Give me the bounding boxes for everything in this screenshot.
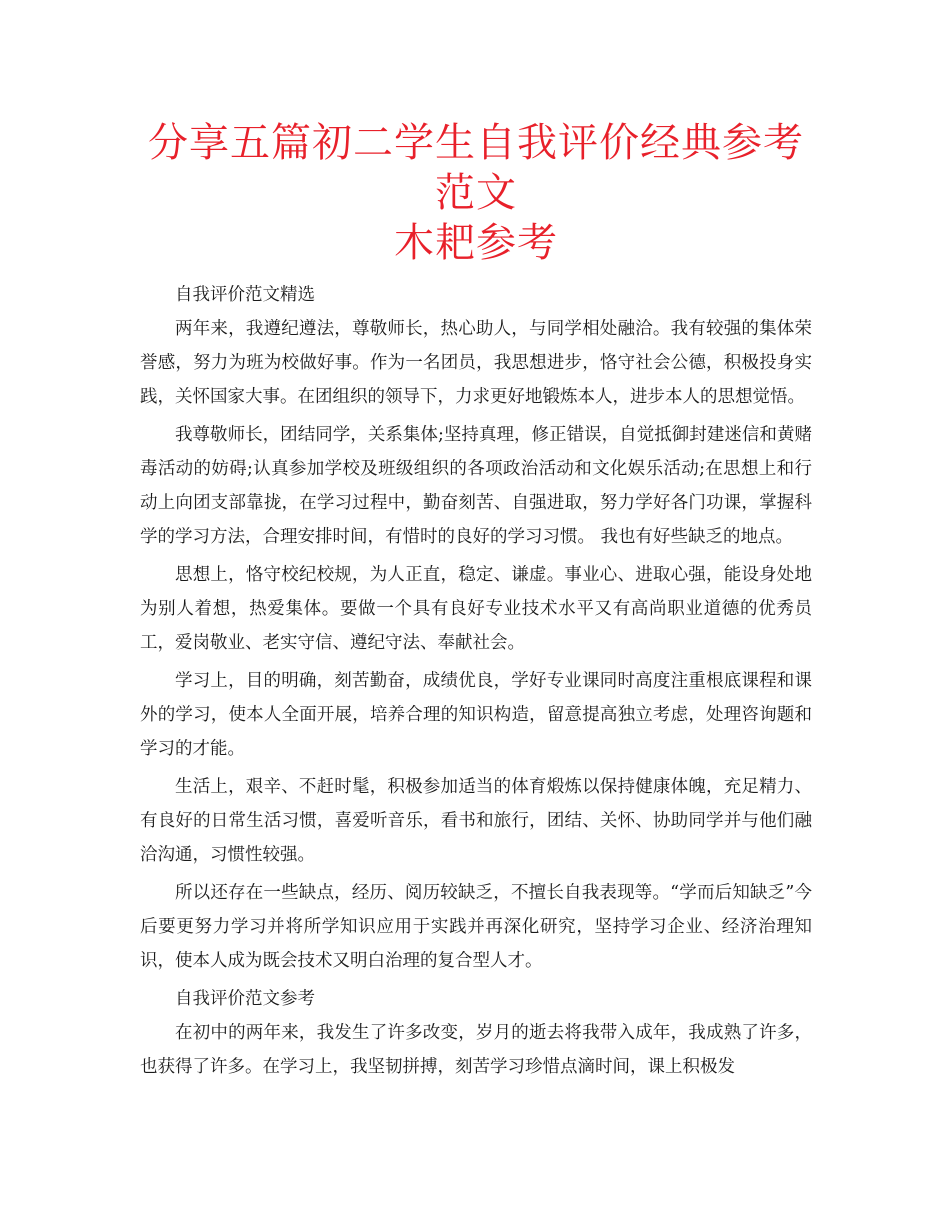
paragraph: 生活上，艰辛、不赶时髦，积极参加适当的体育煅炼以保持健康体魄，充足精力、有良好的日常生活习惯，喜爱听音乐，看书和旅行，团结、关怀、协助同学并与他们融洽沟通，习惯性较强。 [140, 777, 812, 865]
paragraph: 所以还存在一些缺点，经历、阅历较缺乏，不擅长自我表现等。“学而后知缺乏”今后要更努力学习并将所学知识应用于实践并再深化研究，坚持学习企业、经济治理知识，使本人成为既会技术又明白治理的复合型人才。 [140, 883, 812, 971]
paragraph: 思想上，恪守校纪校规，为人正直，稳定、谦虚。事业心、进取心强，能设身处地为别人着想，热爱集体。要做一个具有良好专业技术水平又有高尚职业道德的优秀员工，爱岗敬业、老实守信、遵纪守法、奉献社会。 [140, 565, 812, 653]
title-line-1: 分享五篇初二学生自我评价经典参考范文 [148, 120, 804, 216]
paragraph: 学习上，目的明确，刻苦勤奋，成绩优良，学好专业课同时高度注重根底课程和课外的学习，使本人全面开展，培养合理的知识构造，留意提高独立考虑，处理咨询题和学习的才能。 [140, 671, 812, 759]
document-title [140, 118, 812, 268]
document-page [140, 118, 812, 1088]
paragraph: 在初中的两年来，我发生了许多改变，岁月的逝去将我带入成年，我成熟了许多，也获得了许多。在学习上，我坚韧拼搏，刻苦学习珍惜点滴时间，课上积极发 [140, 1023, 812, 1077]
section-heading-2: 自我评价范文参考 [175, 989, 315, 1009]
document-body [140, 278, 812, 1084]
paragraph: 两年来，我遵纪遵法，尊敬师长，热心助人，与同学相处融洽。我有较强的集体荣誉感，努力为班为校做好事。作为一名团员，我思想进步，恪守社会公德，积极投身实践，关怀国家大事。在团组织的领导下，力求更好地锻炼本人，进步本人的思想觉悟。 [140, 319, 812, 407]
title-line-2: 木耙参考 [394, 220, 558, 266]
paragraph: 我尊敬师长，团结同学，关系集体;坚持真理，修正错误，自觉抵御封建迷信和黄赌毒活动的妨碍;认真参加学校及班级组织的各项政治活动和文化娱乐活动;在思想上和行动上向团支部靠拢，在学习过程中，勤奋刻苦、自强进取，努力学好各门功课，掌握科学的学习方法，合理安排时间，有惜时的良好的学习习惯。 我也有好些缺乏的地点。 [140, 425, 812, 547]
section-heading-1: 自我评价范文精选 [175, 285, 315, 305]
